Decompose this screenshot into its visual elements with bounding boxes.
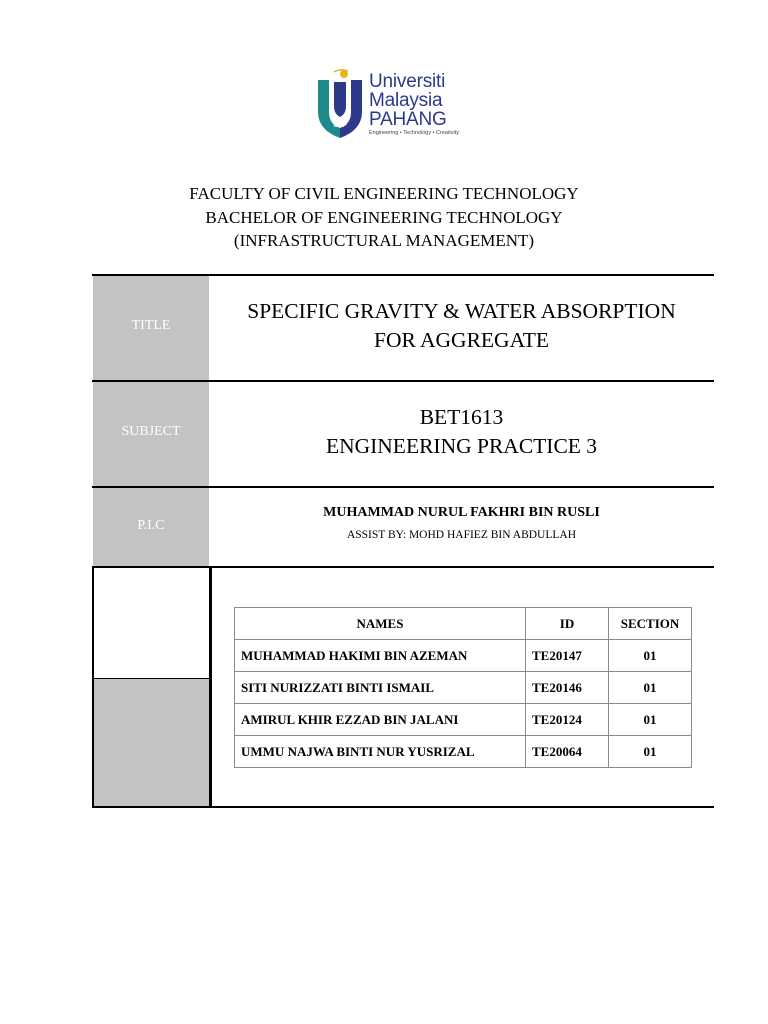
table-row: [235, 672, 692, 704]
subject-code: BET1613: [419, 405, 504, 429]
title-label: TITLE: [131, 318, 171, 333]
pic-label: P.I.C: [137, 518, 165, 533]
col-section-header: SECTION: [609, 608, 692, 640]
table-row: [235, 640, 692, 672]
member-id: TE20146: [526, 672, 609, 704]
pic-assistant: ASSIST BY: MOHD HAFIEZ BIN ABDULLAH: [346, 529, 577, 541]
subject-label: SUBJECT: [121, 424, 181, 439]
ump-emblem-icon: [314, 68, 366, 142]
member-name: AMIRUL KHIR EZZAD BIN JALANI: [235, 704, 526, 736]
member-name: UMMU NAJWA BINTI NUR YUSRIZAL: [235, 736, 526, 768]
faculty-line-2: BACHELOR OF ENGINEERING TECHNOLOGY: [205, 207, 563, 227]
logo-wordmark: [369, 72, 459, 137]
members-side-cell: [94, 679, 209, 806]
faculty-heading: [0, 182, 768, 253]
subject-info: [210, 403, 713, 461]
member-id: TE20147: [526, 640, 609, 672]
faculty-line-1: FACULTY OF CIVIL ENGINEERING TECHNOLOGY: [189, 184, 579, 203]
member-id: TE20124: [526, 704, 609, 736]
member-section: 01: [609, 704, 692, 736]
member-section: 01: [609, 672, 692, 704]
subject-name: ENGINEERING PRACTICE 3: [325, 434, 598, 458]
university-logo: [314, 68, 464, 142]
report-title-line-1: SPECIFIC GRAVITY & WATER ABSORPTION: [247, 299, 676, 323]
member-section: 01: [609, 640, 692, 672]
table-row: [235, 736, 692, 768]
members-divider: [209, 566, 212, 808]
logo-line-malaysia: Malaysia: [369, 90, 443, 111]
logo-tagline: Engineering • Technology • Creativity: [369, 130, 459, 136]
logo-line-pahang: PAHANG: [369, 109, 447, 130]
report-title-line-2: FOR AGGREGATE: [373, 328, 549, 352]
pic-name: MUHAMMAD NURUL FAKHRI BIN RUSLI: [323, 505, 600, 520]
members-table: [234, 607, 692, 768]
emblem-text: UMP: [333, 123, 347, 129]
col-names-header: NAMES: [235, 608, 526, 640]
member-name: MUHAMMAD HAKIMI BIN AZEMAN: [235, 640, 526, 672]
table-row: [235, 704, 692, 736]
member-name: SITI NURIZZATI BINTI ISMAIL: [235, 672, 526, 704]
members-header-row: [235, 608, 692, 640]
member-section: 01: [609, 736, 692, 768]
faculty-line-3: (INFRASTRUCTURAL MANAGEMENT): [233, 231, 535, 250]
col-id-header: ID: [526, 608, 609, 640]
logo-line-universiti: Universiti: [369, 71, 446, 92]
report-title: [210, 297, 713, 355]
member-id: TE20064: [526, 736, 609, 768]
